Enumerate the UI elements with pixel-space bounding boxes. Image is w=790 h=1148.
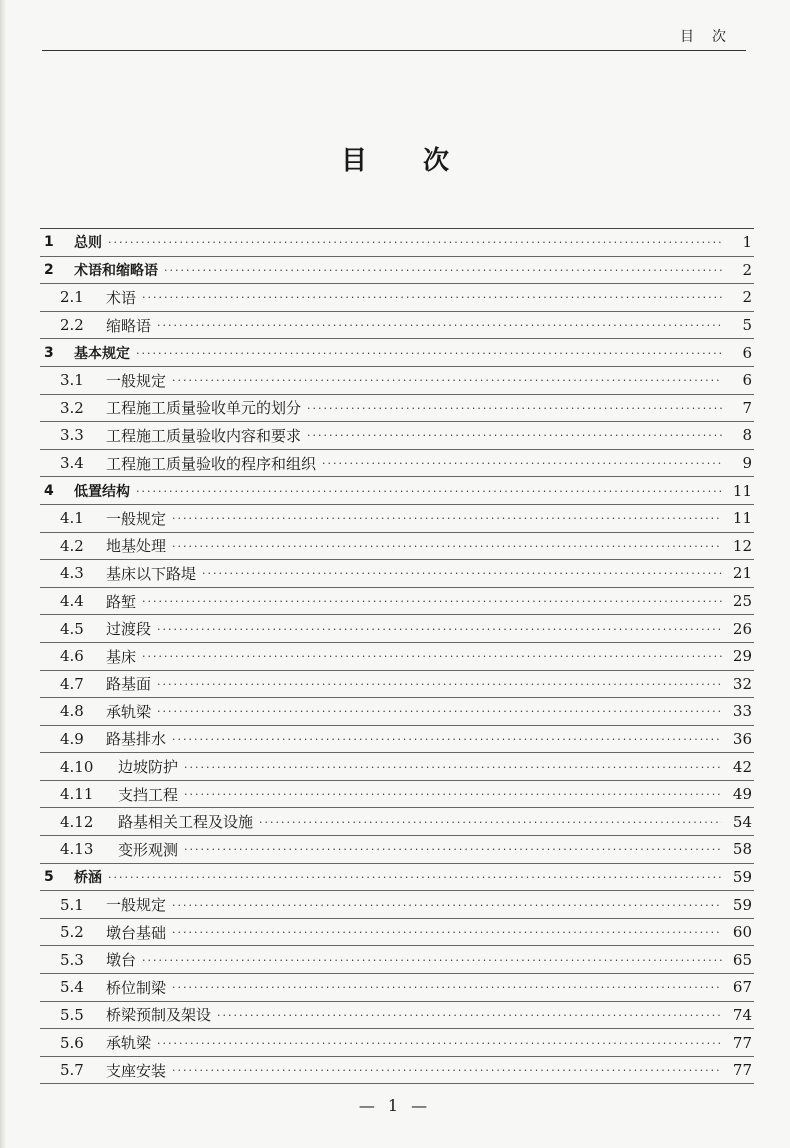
toc-section-entry[interactable] bbox=[40, 1029, 754, 1057]
toc-entry-label: 缩略语 bbox=[106, 316, 152, 335]
toc-list bbox=[40, 228, 754, 1084]
toc-entry-number: 2.1 bbox=[60, 288, 84, 307]
toc-section-entry[interactable] bbox=[40, 836, 754, 864]
toc-entry-number: 4.11 bbox=[60, 785, 94, 804]
toc-section-entry[interactable] bbox=[40, 367, 754, 395]
page-number-footer: — 1 — bbox=[358, 1096, 432, 1115]
toc-entry-number: 5.3 bbox=[60, 950, 84, 969]
toc-dot-leader bbox=[157, 1037, 722, 1051]
toc-entry-label: 一般规定 bbox=[106, 371, 167, 390]
toc-entry-page: 9 bbox=[742, 454, 752, 473]
toc-entry-page: 58 bbox=[732, 840, 752, 859]
toc-entry-number: 4.10 bbox=[60, 757, 94, 776]
toc-entry-number: 5.6 bbox=[60, 1033, 84, 1052]
toc-entry-number: 4.5 bbox=[60, 619, 84, 638]
toc-entry-number: 4 bbox=[44, 482, 54, 499]
toc-dot-leader bbox=[142, 954, 722, 968]
toc-dot-leader bbox=[142, 650, 722, 664]
toc-entry-number: 4.12 bbox=[60, 812, 94, 831]
toc-entry-page: 42 bbox=[732, 757, 752, 776]
toc-entry-label: 低置结构 bbox=[74, 483, 130, 500]
toc-entry-page: 26 bbox=[732, 619, 752, 638]
toc-entry-label: 基床以下路堤 bbox=[106, 564, 197, 583]
toc-entry-number: 3.2 bbox=[60, 398, 84, 417]
toc-entry-label: 路堑 bbox=[106, 592, 137, 611]
toc-entry-number: 3 bbox=[44, 344, 54, 361]
toc-entry-page: 5 bbox=[742, 316, 752, 335]
toc-entry-page: 29 bbox=[732, 647, 752, 666]
toc-section-entry[interactable] bbox=[40, 395, 754, 423]
toc-dot-leader bbox=[217, 1009, 722, 1023]
toc-entry-page: 25 bbox=[732, 592, 752, 611]
running-head: 目次 bbox=[680, 29, 744, 45]
toc-section-entry[interactable] bbox=[40, 1057, 754, 1085]
toc-section-entry[interactable] bbox=[40, 284, 754, 312]
toc-section-entry[interactable] bbox=[40, 615, 754, 643]
toc-dot-leader bbox=[172, 926, 722, 940]
toc-entry-page: 54 bbox=[732, 812, 752, 831]
toc-entry-label: 路基排水 bbox=[106, 730, 167, 749]
toc-section-entry[interactable] bbox=[40, 533, 754, 561]
toc-chapter-entry[interactable] bbox=[40, 257, 754, 285]
toc-entry-page: 11 bbox=[732, 509, 752, 528]
toc-entry-number: 4.8 bbox=[60, 702, 84, 721]
header-rule bbox=[42, 50, 746, 51]
toc-entry-number: 5 bbox=[44, 868, 54, 885]
toc-entry-number: 5.1 bbox=[60, 895, 84, 914]
toc-section-entry[interactable] bbox=[40, 671, 754, 699]
toc-section-entry[interactable] bbox=[40, 919, 754, 947]
toc-dot-leader bbox=[157, 623, 722, 637]
toc-entry-label: 工程施工质量验收的程序和组织 bbox=[106, 454, 317, 473]
toc-entry-page: 1 bbox=[742, 233, 752, 252]
toc-entry-page: 36 bbox=[732, 729, 752, 748]
toc-chapter-entry[interactable] bbox=[40, 229, 754, 257]
toc-entry-number: 4.2 bbox=[60, 536, 84, 555]
toc-entry-number: 2.2 bbox=[60, 316, 84, 335]
toc-dot-leader bbox=[142, 595, 722, 609]
toc-entry-page: 77 bbox=[732, 1033, 752, 1052]
toc-dot-leader bbox=[259, 816, 722, 830]
toc-chapter-entry[interactable] bbox=[40, 339, 754, 367]
toc-entry-label: 工程施工质量验收单元的划分 bbox=[106, 399, 302, 418]
toc-entry-label: 一般规定 bbox=[106, 896, 167, 915]
toc-section-entry[interactable] bbox=[40, 643, 754, 671]
toc-entry-page: 33 bbox=[732, 702, 752, 721]
toc-dot-leader bbox=[157, 705, 722, 719]
toc-dot-leader bbox=[307, 429, 722, 443]
toc-section-entry[interactable] bbox=[40, 560, 754, 588]
toc-section-entry[interactable] bbox=[40, 726, 754, 754]
toc-entry-page: 74 bbox=[732, 1005, 752, 1024]
toc-section-entry[interactable] bbox=[40, 946, 754, 974]
toc-dot-leader bbox=[307, 402, 722, 416]
toc-entry-label: 地基处理 bbox=[106, 537, 167, 556]
toc-entry-page: 59 bbox=[732, 867, 752, 886]
toc-entry-page: 60 bbox=[732, 923, 752, 942]
toc-entry-page: 12 bbox=[732, 536, 752, 555]
toc-dot-leader bbox=[142, 291, 722, 305]
toc-dot-leader bbox=[184, 761, 722, 775]
toc-entry-label: 术语和缩略语 bbox=[74, 262, 158, 279]
toc-entry-label: 支挡工程 bbox=[118, 785, 179, 804]
toc-dot-leader bbox=[164, 264, 722, 278]
toc-entry-page: 67 bbox=[732, 978, 752, 997]
toc-entry-number: 3.1 bbox=[60, 371, 84, 390]
toc-entry-label: 桥涵 bbox=[74, 869, 102, 886]
toc-entry-page: 77 bbox=[732, 1061, 752, 1080]
toc-section-entry[interactable] bbox=[40, 753, 754, 781]
toc-entry-number: 4.4 bbox=[60, 592, 84, 611]
page-title: 目次 bbox=[340, 146, 505, 176]
toc-entry-number: 3.3 bbox=[60, 426, 84, 445]
toc-entry-label: 路基相关工程及设施 bbox=[118, 813, 254, 832]
toc-entry-number: 4.1 bbox=[60, 509, 84, 528]
toc-entry-number: 2 bbox=[44, 261, 54, 278]
toc-entry-page: 32 bbox=[732, 674, 752, 693]
toc-dot-leader bbox=[108, 236, 722, 250]
toc-section-entry[interactable] bbox=[40, 1002, 754, 1030]
toc-section-entry[interactable] bbox=[40, 891, 754, 919]
toc-dot-leader bbox=[157, 319, 722, 333]
toc-entry-label: 路基面 bbox=[106, 675, 152, 694]
toc-section-entry[interactable] bbox=[40, 974, 754, 1002]
toc-entry-label: 术语 bbox=[106, 288, 137, 307]
toc-entry-page: 8 bbox=[742, 426, 752, 445]
toc-chapter-entry[interactable] bbox=[40, 477, 754, 505]
toc-dot-leader bbox=[172, 981, 722, 995]
toc-entry-label: 基床 bbox=[106, 647, 137, 666]
toc-entry-page: 6 bbox=[742, 343, 752, 362]
toc-dot-leader bbox=[172, 733, 722, 747]
toc-entry-number: 3.4 bbox=[60, 454, 84, 473]
toc-dot-leader bbox=[157, 678, 722, 692]
toc-entry-number: 4.3 bbox=[60, 564, 84, 583]
toc-entry-page: 11 bbox=[732, 481, 752, 500]
toc-entry-label: 边坡防护 bbox=[118, 758, 179, 777]
toc-entry-page: 59 bbox=[732, 895, 752, 914]
toc-dot-leader bbox=[172, 374, 722, 388]
toc-entry-number: 1 bbox=[44, 234, 54, 251]
toc-section-entry[interactable] bbox=[40, 312, 754, 340]
toc-entry-number: 4.7 bbox=[60, 674, 84, 693]
toc-section-entry[interactable] bbox=[40, 588, 754, 616]
toc-entry-page: 6 bbox=[742, 371, 752, 390]
toc-entry-page: 7 bbox=[742, 398, 752, 417]
toc-dot-leader bbox=[322, 457, 722, 471]
toc-dot-leader bbox=[184, 788, 722, 802]
toc-entry-label: 变形观测 bbox=[118, 840, 179, 859]
toc-entry-label: 支座安装 bbox=[106, 1061, 167, 1080]
toc-dot-leader bbox=[172, 1064, 722, 1078]
toc-dot-leader bbox=[172, 512, 722, 526]
toc-dot-leader bbox=[172, 540, 722, 554]
toc-entry-label: 工程施工质量验收内容和要求 bbox=[106, 426, 302, 445]
toc-section-entry[interactable] bbox=[40, 698, 754, 726]
toc-dot-leader bbox=[136, 485, 722, 499]
toc-section-entry[interactable] bbox=[40, 450, 754, 478]
toc-dot-leader bbox=[172, 899, 722, 913]
toc-entry-number: 5.2 bbox=[60, 923, 84, 942]
toc-entry-number: 4.13 bbox=[60, 840, 94, 859]
toc-entry-label: 基本规定 bbox=[74, 345, 130, 362]
toc-entry-label: 过渡段 bbox=[106, 620, 152, 639]
toc-entry-page: 2 bbox=[742, 260, 752, 279]
toc-entry-number: 4.6 bbox=[60, 647, 84, 666]
toc-entry-page: 21 bbox=[732, 564, 752, 583]
toc-section-entry[interactable] bbox=[40, 781, 754, 809]
toc-entry-label: 桥梁预制及架设 bbox=[106, 1006, 212, 1025]
toc-dot-leader bbox=[202, 567, 722, 581]
toc-dot-leader bbox=[184, 843, 722, 857]
toc-entry-page: 65 bbox=[732, 950, 752, 969]
toc-dot-leader bbox=[108, 871, 722, 885]
toc-section-entry[interactable] bbox=[40, 505, 754, 533]
toc-entry-label: 墩台 bbox=[106, 951, 137, 970]
toc-entry-page: 49 bbox=[732, 785, 752, 804]
toc-chapter-entry[interactable] bbox=[40, 864, 754, 892]
toc-section-entry[interactable] bbox=[40, 422, 754, 450]
toc-entry-label: 一般规定 bbox=[106, 509, 167, 528]
toc-section-entry[interactable] bbox=[40, 808, 754, 836]
toc-entry-number: 5.5 bbox=[60, 1005, 84, 1024]
toc-entry-label: 总则 bbox=[74, 235, 102, 252]
toc-dot-leader bbox=[136, 347, 722, 361]
toc-entry-label: 承轨梁 bbox=[106, 1034, 152, 1053]
toc-entry-label: 墩台基础 bbox=[106, 923, 167, 942]
toc-entry-label: 桥位制梁 bbox=[106, 978, 167, 997]
toc-entry-number: 5.4 bbox=[60, 978, 84, 997]
toc-entry-number: 4.9 bbox=[60, 729, 84, 748]
toc-entry-number: 5.7 bbox=[60, 1061, 84, 1080]
toc-entry-label: 承轨梁 bbox=[106, 702, 152, 721]
toc-entry-page: 2 bbox=[742, 288, 752, 307]
